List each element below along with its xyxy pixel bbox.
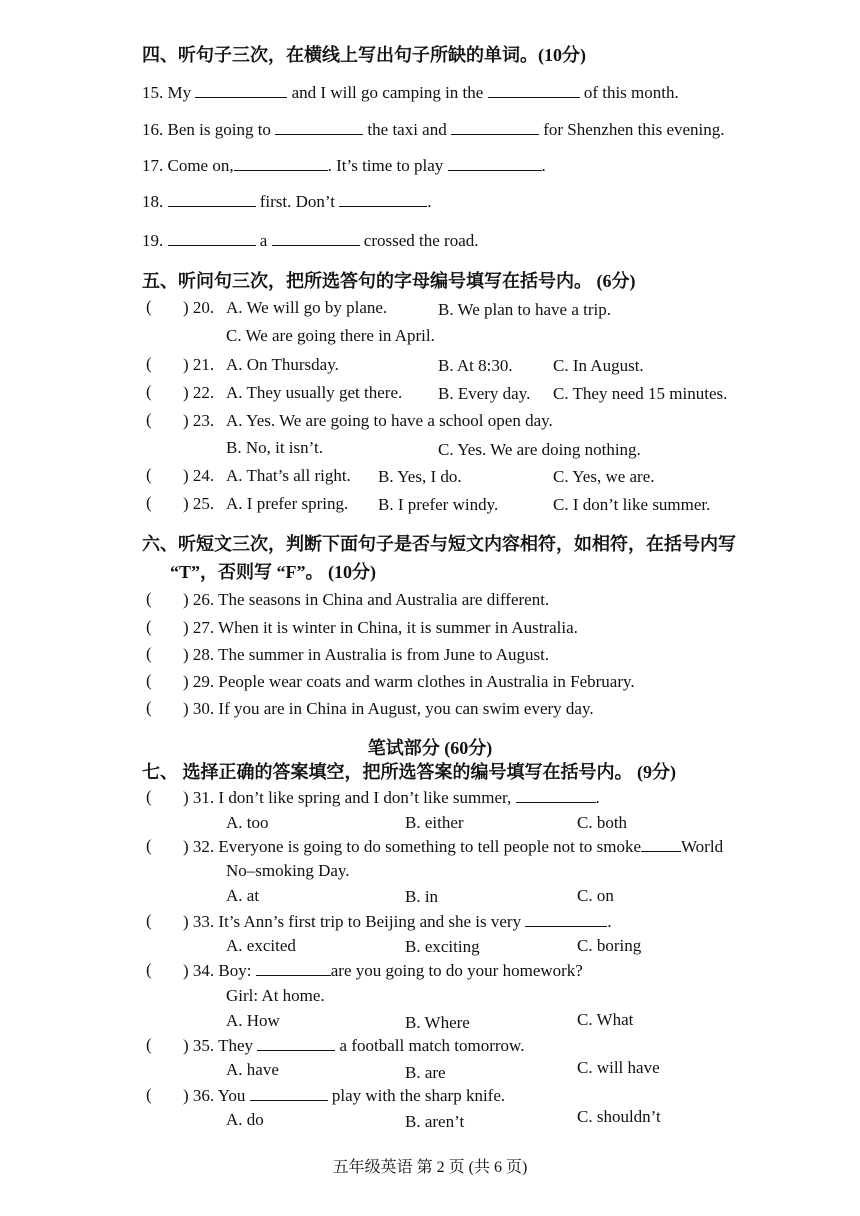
answer-paren[interactable]: (: [146, 911, 152, 930]
q33-option-c: C. boring: [577, 936, 642, 955]
q36-option-b: B. aren’t: [405, 1112, 465, 1131]
q18-text-c: .: [427, 192, 432, 211]
q32-option-b: B. in: [405, 887, 439, 906]
answer-blank[interactable]: [448, 156, 542, 171]
q15-text-b: and I will go camping in the: [291, 83, 484, 102]
q36-option-a: A. do: [226, 1110, 264, 1129]
q22-number: ) 22.: [183, 383, 215, 402]
answer-blank[interactable]: [168, 231, 256, 246]
answer-paren[interactable]: (: [146, 382, 152, 401]
q31-option-a: A. too: [226, 813, 269, 832]
q24-number: ) 24.: [183, 466, 215, 485]
answer-blank[interactable]: [451, 120, 539, 135]
q34-line2: Girl: At home.: [226, 986, 325, 1005]
q20-number: ) 20.: [183, 298, 215, 317]
q17-text-a: 17. Come on,: [142, 156, 234, 175]
q23-option-b: B. No, it isn’t.: [226, 438, 323, 457]
q31-option-b: B. either: [405, 813, 464, 832]
q34-option-b: B. Where: [405, 1013, 470, 1032]
q27-text: ) 27. When it is winter in China, it is summer in Australia.: [183, 618, 578, 637]
answer-blank[interactable]: [250, 1086, 328, 1101]
q32-stem-text: ) 32. Everyone is going to do something to tell people not to smoke: [183, 837, 641, 856]
q18-text-b: first. Don’t: [259, 192, 335, 211]
q33-option-a: A. excited: [226, 936, 296, 955]
question-15: [142, 82, 679, 104]
page-footer: 五年级英语 第 2 页 (共 6 页): [332, 1159, 528, 1176]
q35-option-c: C. will have: [577, 1058, 660, 1077]
q36-stem: [183, 1086, 505, 1106]
q19-text-b: a: [259, 231, 268, 250]
q16-text-c: for Shenzhen this evening.: [543, 120, 725, 139]
q31-stem: [183, 788, 600, 808]
answer-blank[interactable]: [525, 912, 607, 927]
answer-paren[interactable]: (: [146, 354, 152, 373]
q34-stem: [183, 961, 583, 981]
answer-blank[interactable]: [339, 192, 427, 207]
answer-blank[interactable]: [195, 83, 287, 98]
q22-option-c: C. They need 15 minutes.: [553, 384, 728, 403]
q18-text-a: 18.: [142, 192, 164, 211]
q31-option-c: C. both: [577, 813, 628, 832]
answer-blank[interactable]: [256, 961, 331, 976]
q20-option-a: A. We will go by plane.: [226, 298, 388, 317]
answer-blank[interactable]: [641, 837, 681, 852]
answer-paren[interactable]: (: [146, 1085, 152, 1104]
answer-blank[interactable]: [168, 192, 256, 207]
q22-option-a: A. They usually get there.: [226, 383, 403, 402]
q29-text: ) 29. People wear coats and warm clothes in Australia in February.: [183, 672, 635, 691]
answer-paren[interactable]: (: [146, 698, 152, 717]
q32-option-c: C. on: [577, 886, 614, 905]
q26-text: ) 26. The seasons in China and Australia are different.: [183, 590, 550, 609]
question-16: [142, 119, 725, 141]
question-19: [142, 230, 479, 252]
q24-option-c: C. Yes, we are.: [553, 467, 655, 486]
answer-paren[interactable]: (: [146, 787, 152, 806]
q33-stem: [183, 912, 612, 932]
answer-paren[interactable]: (: [146, 836, 152, 855]
q36-stem-text: ) 36. You: [183, 1086, 246, 1105]
q31-stem-text: ) 31. I don’t like spring and I don’t like summer,: [183, 788, 512, 807]
answer-paren[interactable]: (: [146, 465, 152, 484]
q34-option-c: C. What: [577, 1010, 634, 1029]
q23-option-a: A. Yes. We are going to have a school open day.: [226, 411, 553, 430]
q32-line2: No–smoking Day.: [226, 861, 350, 880]
q33-stem-text: ) 33. It’s Ann’s first trip to Beijing and she is very: [183, 912, 522, 931]
q32-option-a: A. at: [226, 886, 260, 905]
q21-number: ) 21.: [183, 355, 215, 374]
q35-stem: [183, 1036, 524, 1056]
q30-text: ) 30. If you are in China in August, you can swim every day.: [183, 699, 594, 718]
question-18: [142, 191, 432, 213]
q35-option-a: A. have: [226, 1060, 279, 1079]
q21-option-b: B. At 8:30.: [438, 356, 513, 375]
answer-paren[interactable]: (: [146, 617, 152, 636]
answer-paren[interactable]: (: [146, 410, 152, 429]
q24-option-a: A. That’s all right.: [226, 466, 351, 485]
q17-text-c: .: [541, 156, 546, 175]
q15-text-a: 15. My: [142, 83, 192, 102]
q34-option-a: A. How: [226, 1011, 280, 1030]
q23-option-c: C. Yes. We are doing nothing.: [438, 440, 641, 459]
q24-option-b: B. Yes, I do.: [378, 467, 462, 486]
q16-text-b: the taxi and: [367, 120, 447, 139]
q35-stem-end: a football match tomorrow.: [339, 1036, 525, 1055]
q19-text-c: crossed the road.: [363, 231, 479, 250]
answer-paren[interactable]: (: [146, 1035, 152, 1054]
question-17: [142, 155, 546, 177]
q31-stem-end: .: [595, 788, 600, 807]
answer-paren[interactable]: (: [146, 671, 152, 690]
written-part-title: 笔试部分 (60分): [367, 738, 493, 758]
q35-option-b: B. are: [405, 1063, 446, 1082]
q28-text: ) 28. The summer in Australia is from June to August.: [183, 645, 550, 664]
q35-stem-text: ) 35. They: [183, 1036, 254, 1055]
q33-option-b: B. exciting: [405, 937, 480, 956]
answer-paren[interactable]: (: [146, 493, 152, 512]
answer-paren[interactable]: (: [146, 960, 152, 979]
answer-blank[interactable]: [488, 83, 580, 98]
q21-option-a: A. On Thursday.: [226, 355, 339, 374]
section-7-heading: 七、 选择正确的答案填空，把所选答案的编号填写在括号内。 (9分): [142, 762, 676, 782]
section-4-heading: 四、听句子三次，在横线上写出句子所缺的单词。(10分): [142, 45, 586, 65]
q34-stem-end: are you going to do your homework?: [330, 961, 583, 980]
answer-blank[interactable]: [275, 120, 363, 135]
q20-option-b: B. We plan to have a trip.: [438, 300, 611, 319]
answer-paren[interactable]: (: [146, 589, 152, 608]
q25-option-c: C. I don’t like summer.: [553, 495, 711, 514]
q32-stem-end: World: [681, 837, 724, 856]
answer-blank[interactable]: [516, 788, 596, 803]
q33-stem-end: .: [607, 912, 612, 931]
q25-number: ) 25.: [183, 494, 215, 513]
answer-blank[interactable]: [234, 156, 328, 171]
q25-option-b: B. I prefer windy.: [378, 495, 499, 514]
q21-option-c: C. In August.: [553, 356, 644, 375]
q20-option-c: C. We are going there in April.: [226, 326, 435, 345]
q25-option-a: A. I prefer spring.: [226, 494, 349, 513]
section-6-heading: 六、听短文三次，判断下面句子是否与短文内容相符，如相符，在括号内写: [142, 534, 736, 554]
q22-option-b: B. Every day.: [438, 384, 531, 403]
answer-paren[interactable]: (: [146, 644, 152, 663]
q17-text-b: . It’s time to play: [327, 156, 444, 175]
q16-text-a: 16. Ben is going to: [142, 120, 271, 139]
answer-paren[interactable]: (: [146, 297, 152, 316]
section-5-heading: 五、听问句三次，把所选答句的字母编号填写在括号内。 (6分): [142, 271, 636, 291]
q15-text-c: of this month.: [583, 83, 679, 102]
q34-stem-text: ) 34. Boy:: [183, 961, 252, 980]
q32-stem: [183, 837, 723, 857]
q36-option-c: C. shouldn’t: [577, 1107, 661, 1126]
answer-blank[interactable]: [257, 1036, 335, 1051]
section-6-heading-line2: “T”，否则写 “F”。 (10分): [170, 562, 376, 582]
q36-stem-end: play with the sharp knife.: [331, 1086, 506, 1105]
q19-text-a: 19.: [142, 231, 164, 250]
q23-number: ) 23.: [183, 411, 215, 430]
answer-blank[interactable]: [272, 231, 360, 246]
